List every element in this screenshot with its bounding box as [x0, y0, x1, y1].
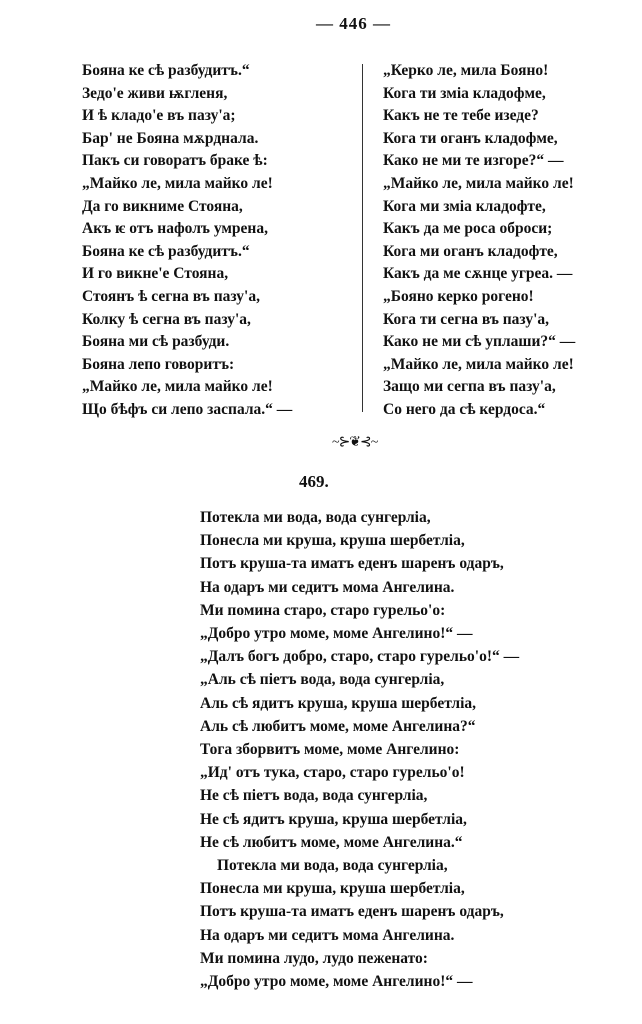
verse-line: Що бѣфъ си лепо заспала.“ — — [82, 400, 293, 418]
verse-line: Бояна ми сѣ разбуди. — [82, 333, 230, 351]
left-column — [82, 60, 292, 422]
verse-line: На одаръ ми седитъ мома Ангелина. — [200, 578, 455, 596]
verse-line: На одаръ ми седитъ мома Ангелина. — [200, 926, 455, 944]
verse-line: Не сѣ любитъ моме, моме Ангелина.“ — [200, 833, 463, 851]
verse-line: Пакъ си говоратъ браке ѣ: — [82, 152, 268, 170]
verse-line: „Майко ле, мила майко ле! — [82, 378, 273, 396]
song-number: 469. — [299, 472, 329, 491]
verse-line: „Майко ле, мила майко ле! — [383, 174, 574, 192]
verse-line: Како не ми сѣ уплаши?“ — — [383, 333, 576, 351]
verse-line: Не сѣ піетъ вода, вода сунгерліа, — [200, 787, 428, 805]
verse-line: Кога ти сегна въ пазу'а, — [383, 310, 550, 328]
page-number-header: — 446 — — [316, 14, 391, 33]
verse-line: Стоянъ ѣ сегна въ пазу'а, — [82, 287, 260, 305]
verse-line: Понесла ми круша, круша шербетліа, — [200, 880, 465, 898]
verse-line: Не сѣ ядитъ круша, круша шербетліа, — [200, 810, 467, 828]
verse-line: И ѣ кладо'е въ пазу'а; — [82, 107, 236, 125]
verse-line: Со него да сѣ кердоса.“ — [383, 400, 546, 418]
verse-line: Понесла ми круша, круша шербетліа, — [200, 532, 465, 550]
verse-line: „Бояно керко рогено! — [383, 287, 534, 305]
verse-line: Потъ круша-та иматъ еденъ шаренъ одаръ, — [200, 903, 504, 921]
verse-line: Потъ круша-та иматъ еденъ шаренъ одаръ, — [200, 555, 504, 573]
verse-line: Какъ да ме роса оброси; — [383, 220, 553, 238]
verse-line: Тога зборвитъ моме, моме Ангелино: — [200, 741, 460, 759]
right-column — [383, 60, 575, 422]
verse-line: „Майко ле, мила майко ле! — [383, 355, 574, 373]
verse-line: Кога ти зміа кладофме, — [383, 84, 546, 102]
verse-line: Аль сѣ ядитъ круша, круша шербетліа, — [200, 694, 477, 712]
verse-line: Ми помина лудо, лудо пеженато: — [200, 949, 428, 967]
verse-line: Колку ѣ сегна въ пазу'а, — [82, 310, 251, 328]
poem-469 — [200, 506, 519, 993]
verse-line: Да го викниме Стояна, — [82, 197, 243, 215]
verse-line: Потекла ми вода, вода сунгерліа, — [200, 509, 431, 526]
verse-line: Бояна ке сѣ разбудитъ.“ — [82, 242, 250, 260]
verse-line: Потекла ми вода, вода сунгерліа, — [217, 857, 448, 875]
verse-line: „Ид' отъ тука, старо, старо гурельо'о! — [200, 764, 465, 782]
verse-line: „Керко ле, мила Бояно! — [383, 62, 549, 79]
verse-line: Кога ми зміа кладофте, — [383, 197, 546, 215]
verse-line: „Аль сѣ піетъ вода, вода сунгерліа, — [200, 671, 445, 689]
verse-line: Бар' не Бояна мѫрднала. — [82, 129, 259, 147]
verse-line: Зедо'е живи ѭгленя, — [82, 84, 228, 102]
verse-line: Какъ да ме сѫнце угреа. — — [383, 265, 573, 283]
verse-line: Защо ми сегпа въ пазу'а, — [383, 378, 556, 396]
ornament-divider: ~⊱❦⊰~ — [332, 435, 378, 450]
column-divider — [362, 64, 363, 412]
verse-line: Ми помина старо, старо гурельо'о: — [200, 601, 446, 619]
verse-line: Кога ти оганъ кладофме, — [383, 129, 558, 147]
verse-line: „Майко ле, мила майко ле! — [82, 174, 273, 192]
verse-line: „Добро утро моме, моме Ангелино!“ — — [200, 973, 473, 991]
verse-line: Како не ми те изгоре?“ — — [383, 152, 564, 170]
verse-line: Акъ ѥ отъ нафолъ умрена, — [82, 220, 268, 238]
verse-line: И го викне'е Стояна, — [82, 265, 229, 283]
verse-line: „Далъ богъ добро, старо, старо гурельо'о!“ — — [200, 648, 520, 666]
verse-line: Аль сѣ любитъ моме, моме Ангелина?“ — [200, 717, 476, 735]
verse-line: „Добро утро моме, моме Ангелино!“ — — [200, 625, 473, 643]
verse-line: Какъ не те тебе изеде? — [383, 107, 539, 125]
verse-line: Кога ми оганъ кладофте, — [383, 242, 558, 260]
verse-line: Бояна ке сѣ разбудитъ.“ — [82, 62, 250, 79]
verse-line: Бояна лепо говоритъ: — [82, 355, 235, 373]
